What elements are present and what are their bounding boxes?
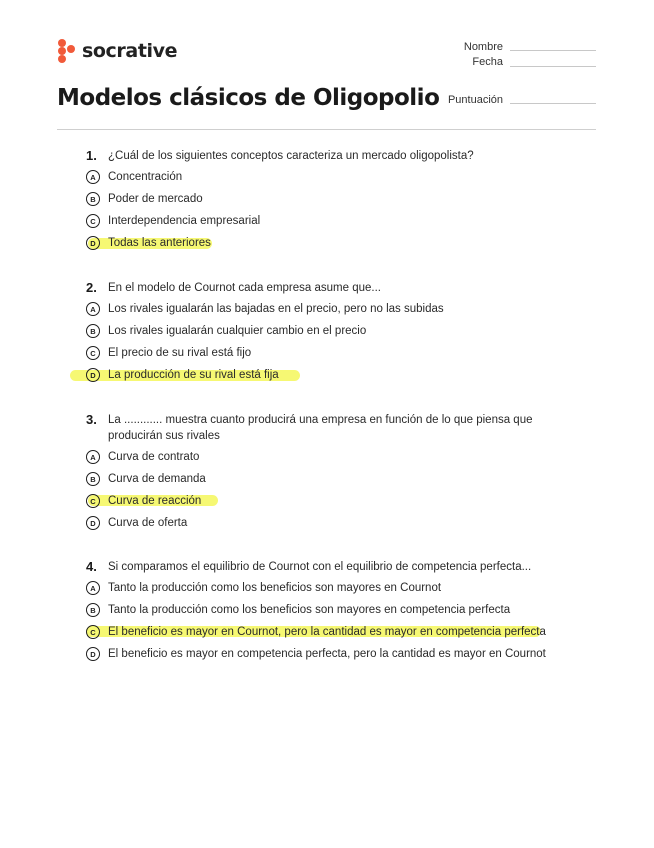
option-a[interactable]: [86, 446, 556, 468]
option-c[interactable]: [86, 342, 556, 364]
option-text: Tanto la producción como los beneficios son mayores en Cournot: [108, 582, 442, 594]
option-d[interactable]: [86, 232, 556, 254]
puntuacion-label: Puntuación: [447, 94, 503, 106]
option-text: El precio de su rival está fijo: [108, 347, 252, 359]
option-letter-badge: A: [86, 302, 100, 316]
option-letter-badge: B: [86, 603, 100, 617]
option-letter-badge: D: [86, 647, 100, 661]
option-letter-badge: C: [86, 346, 100, 360]
option-d[interactable]: [86, 512, 556, 534]
option-a[interactable]: [86, 577, 556, 599]
option-text: Interdependencia empresarial: [108, 215, 261, 227]
question-3: [86, 412, 556, 534]
question-text: ¿Cuál de los siguientes conceptos caracteriza un mercado oligopolista?: [108, 150, 474, 162]
question-text: Si comparamos el equilibrio de Cournot con el equilibrio de competencia perfecta...: [108, 561, 532, 573]
question-text: La ............ muestra cuanto producirá una empresa en función de lo que piensa que producirán sus rivales: [108, 414, 533, 442]
option-text: Curva de reacción: [108, 495, 202, 507]
option-a[interactable]: [86, 166, 556, 188]
page-title: Modelos clásicos de Oligopolio: [57, 85, 440, 111]
fecha-field-line[interactable]: [510, 66, 596, 67]
question-2: [86, 280, 556, 386]
option-letter-badge: D: [86, 368, 100, 382]
option-text: Tanto la producción como los beneficios son mayores en competencia perfecta: [108, 604, 511, 616]
option-d[interactable]: [86, 364, 556, 386]
puntuacion-field-line[interactable]: [510, 103, 596, 104]
option-c[interactable]: [86, 210, 556, 232]
option-text: Poder de mercado: [108, 193, 203, 205]
fecha-label: Fecha: [472, 56, 503, 68]
option-text: El beneficio es mayor en competencia perfecta, pero la cantidad es mayor en Cournot: [108, 648, 546, 660]
nombre-field-line[interactable]: [510, 50, 596, 51]
option-text: La producción de su rival está fija: [108, 369, 279, 381]
question-number: 3.: [86, 412, 97, 427]
question-1: [86, 148, 556, 254]
option-letter-badge: B: [86, 472, 100, 486]
option-b[interactable]: [86, 320, 556, 342]
option-text: Curva de contrato: [108, 451, 200, 463]
option-b[interactable]: [86, 599, 556, 621]
option-letter-badge: B: [86, 324, 100, 338]
option-text: Curva de oferta: [108, 517, 188, 529]
option-letter-badge: D: [86, 236, 100, 250]
option-text: Los rivales igualarán cualquier cambio en el precio: [108, 325, 367, 337]
option-text: Todas las anteriores: [108, 237, 211, 249]
question-number: 1.: [86, 148, 97, 163]
option-c[interactable]: [86, 621, 556, 643]
nombre-label: Nombre: [463, 41, 503, 53]
option-letter-badge: C: [86, 494, 100, 508]
option-b[interactable]: [86, 188, 556, 210]
option-text: Los rivales igualarán las bajadas en el precio, pero no las subidas: [108, 303, 444, 315]
option-letter-badge: A: [86, 170, 100, 184]
option-d[interactable]: [86, 643, 556, 665]
question-number: 4.: [86, 559, 97, 574]
socrative-logo-icon: [57, 38, 77, 64]
option-letter-badge: C: [86, 214, 100, 228]
option-c[interactable]: [86, 490, 556, 512]
option-a[interactable]: [86, 298, 556, 320]
question-4: [86, 559, 556, 665]
question-text: En el modelo de Cournot cada empresa asume que...: [108, 282, 381, 294]
option-letter-badge: C: [86, 625, 100, 639]
header-divider: [57, 129, 596, 130]
option-b[interactable]: [86, 468, 556, 490]
option-text: Curva de demanda: [108, 473, 206, 485]
option-letter-badge: B: [86, 192, 100, 206]
question-number: 2.: [86, 280, 97, 295]
option-text: Concentración: [108, 171, 183, 183]
option-text: El beneficio es mayor en Cournot, pero la cantidad es mayor en competencia perfecta: [108, 626, 546, 638]
option-letter-badge: A: [86, 581, 100, 595]
brand-logo: [57, 36, 177, 66]
option-letter-badge: A: [86, 450, 100, 464]
brand-name: socrative: [82, 40, 178, 62]
option-letter-badge: D: [86, 516, 100, 530]
